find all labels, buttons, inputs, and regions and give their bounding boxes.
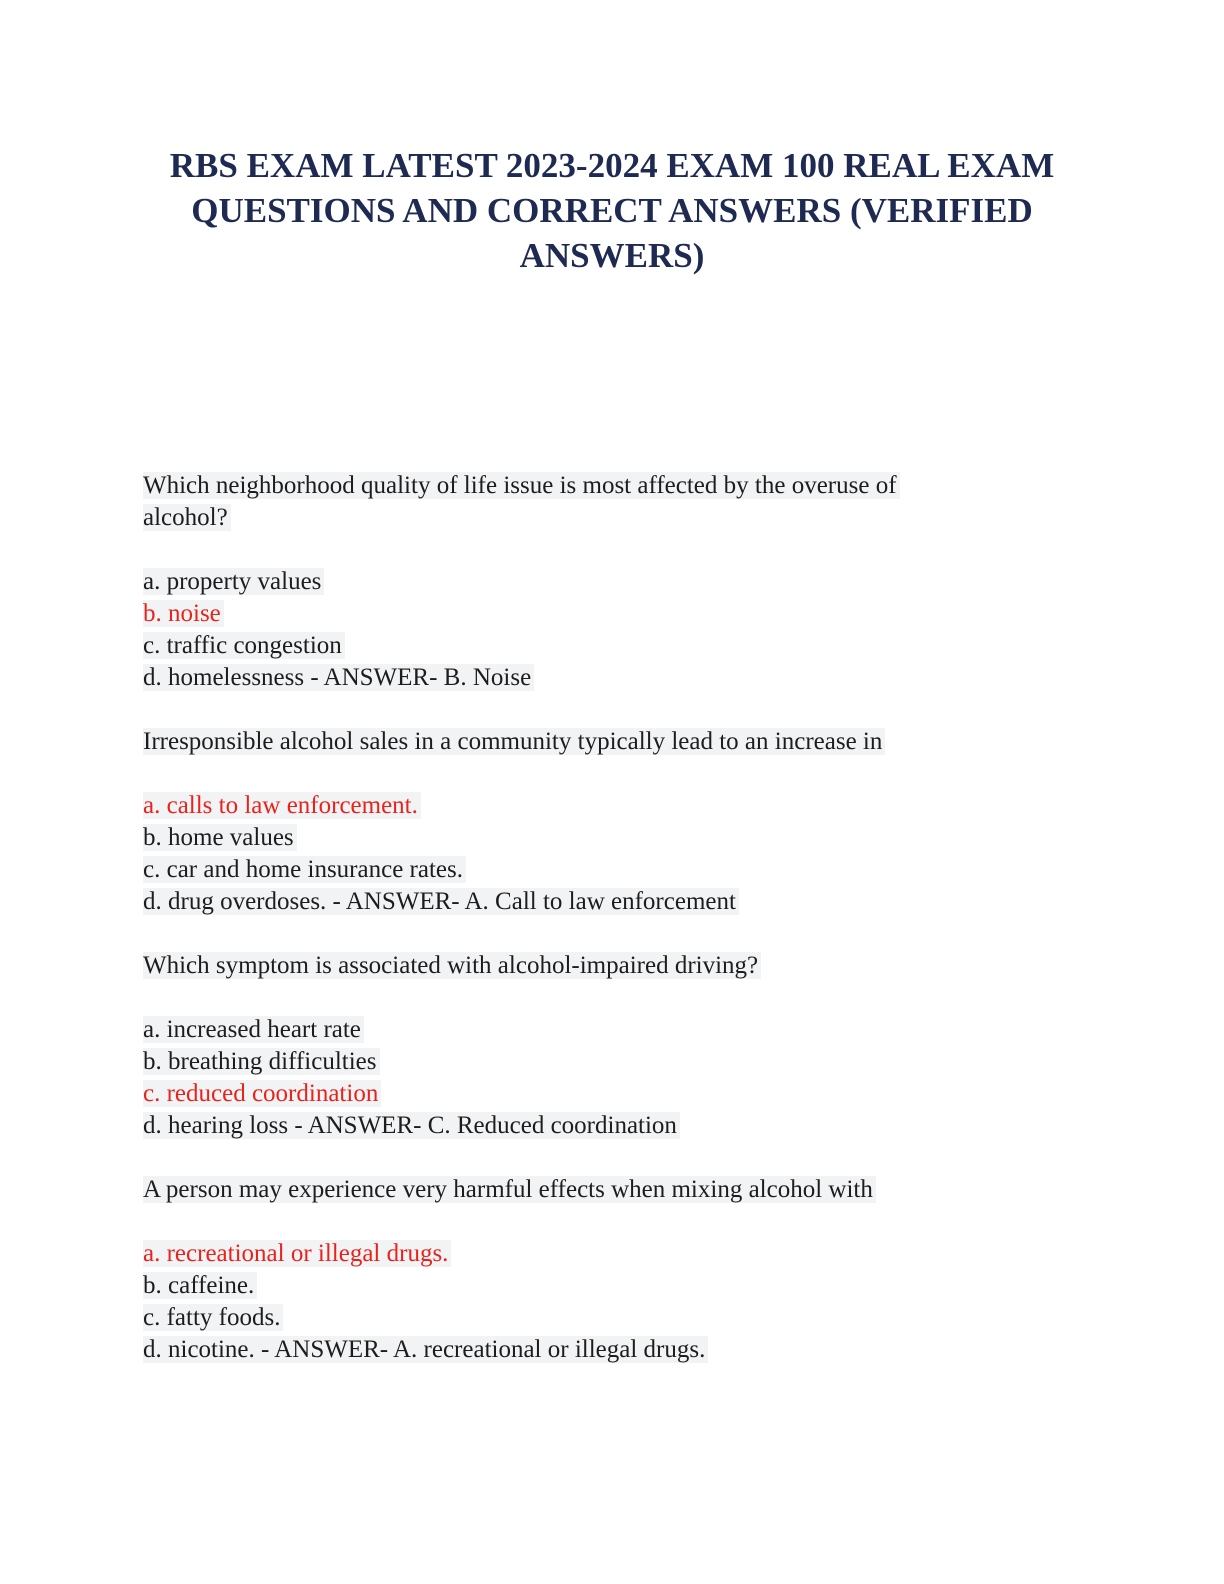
question-stem: Which neighborhood quality of life issue is most affected by the overuse of (143, 470, 1103, 502)
title-line: QUESTIONS AND CORRECT ANSWERS (VERIFIED (191, 191, 1033, 230)
answer-option: d. drug overdoses. - ANSWER- A. Call to law enforcement (143, 886, 1103, 918)
question-stem: A person may experience very harmful effects when mixing alcohol with (143, 1174, 1103, 1206)
answer-option: c. fatty foods. (143, 1302, 1103, 1334)
answer-option: a. property values (143, 566, 1103, 598)
question-2 (143, 726, 1103, 918)
question-stem: alcohol? (143, 502, 1103, 534)
answer-option-correct: c. reduced coordination (143, 1078, 1103, 1110)
answer-option: d. nicotine. - ANSWER- A. recreational or illegal drugs. (143, 1334, 1103, 1366)
question-stem: Irresponsible alcohol sales in a community typically lead to an increase in (143, 726, 1103, 758)
question-list (143, 470, 1103, 1398)
question-3 (143, 950, 1103, 1142)
title-line: RBS EXAM LATEST 2023-2024 EXAM 100 REAL EXAM (169, 146, 1055, 185)
answer-option-correct: b. noise (143, 598, 1103, 630)
answer-option: b. caffeine. (143, 1270, 1103, 1302)
document-title (120, 143, 1104, 278)
answer-option: c. traffic congestion (143, 630, 1103, 662)
title-line: ANSWERS) (519, 236, 705, 275)
question-4 (143, 1174, 1103, 1366)
answer-option: b. breathing difficulties (143, 1046, 1103, 1078)
answer-option: a. increased heart rate (143, 1014, 1103, 1046)
answer-option-correct: a. recreational or illegal drugs. (143, 1238, 1103, 1270)
question-1 (143, 470, 1103, 694)
answer-option: d. homelessness - ANSWER- B. Noise (143, 662, 1103, 694)
answer-option-correct: a. calls to law enforcement. (143, 790, 1103, 822)
answer-option: d. hearing loss - ANSWER- C. Reduced coordination (143, 1110, 1103, 1142)
question-stem: Which symptom is associated with alcohol-impaired driving? (143, 950, 1103, 982)
answer-option: c. car and home insurance rates. (143, 854, 1103, 886)
answer-option: b. home values (143, 822, 1103, 854)
